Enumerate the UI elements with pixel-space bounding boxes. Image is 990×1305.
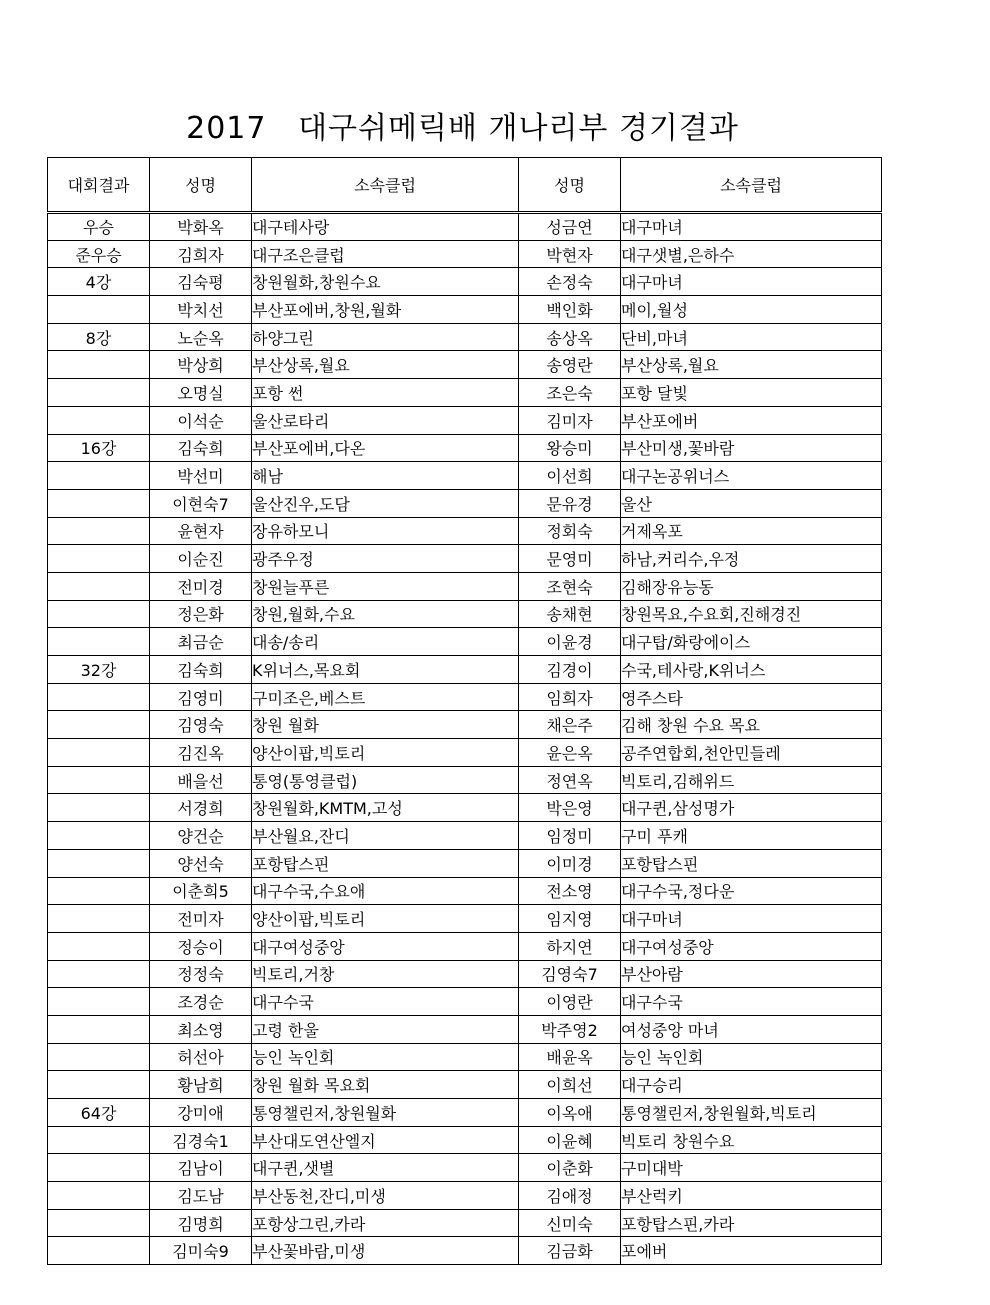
name-cell-1: 박화옥 [150,213,252,241]
club-cell-2: 대구승리 [621,1071,882,1099]
result-cell [48,545,150,573]
name-cell-2: 이윤혜 [519,1126,621,1154]
table-row [48,1015,882,1043]
result-cell [48,462,150,490]
result-cell [48,351,150,379]
name-cell-1: 김숙평 [150,268,252,296]
header-club-1: 소속클럽 [252,158,519,213]
name-cell-2: 이희선 [519,1071,621,1099]
club-cell-1: 포항탑스핀 [252,849,519,877]
club-cell-1: 부산꽃바람,미생 [252,1237,519,1265]
name-cell-2: 조은숙 [519,379,621,407]
name-cell-2: 조현숙 [519,572,621,600]
table-row [48,434,882,462]
name-cell-1: 김희자 [150,240,252,268]
club-cell-1: 장유하모니 [252,517,519,545]
result-cell [48,1071,150,1099]
name-cell-1: 김숙희 [150,656,252,684]
club-cell-2: 대구탑/화랑에이스 [621,628,882,656]
name-cell-2: 문유경 [519,489,621,517]
name-cell-2: 박은영 [519,794,621,822]
club-cell-1: 울산로타리 [252,406,519,434]
club-cell-2: 구미대박 [621,1154,882,1182]
name-cell-2: 이옥애 [519,1099,621,1127]
name-cell-2: 윤은옥 [519,739,621,767]
table-row [48,905,882,933]
club-cell-2: 빅토리,김해위드 [621,766,882,794]
header-name-2: 성명 [519,158,621,213]
result-cell [48,517,150,545]
header-club-2: 소속클럽 [621,158,882,213]
club-cell-1: 울산진우,도담 [252,489,519,517]
name-cell-2: 김경이 [519,656,621,684]
name-cell-2: 성금연 [519,213,621,241]
name-cell-2: 박현자 [519,240,621,268]
result-cell [48,932,150,960]
name-cell-1: 김영숙 [150,711,252,739]
result-cell: 준우승 [48,240,150,268]
club-cell-2: 부산포에버 [621,406,882,434]
table-row [48,323,882,351]
club-cell-1: 창원 월화 목요회 [252,1071,519,1099]
name-cell-2: 정연옥 [519,766,621,794]
table-row [48,572,882,600]
name-cell-2: 임정미 [519,822,621,850]
club-cell-2: 포에버 [621,1237,882,1265]
result-cell [48,379,150,407]
table-row [48,683,882,711]
header-result: 대회결과 [48,158,150,213]
club-cell-1: 대구여성중앙 [252,932,519,960]
club-cell-2: 울산 [621,489,882,517]
result-cell [48,1209,150,1237]
club-cell-1: 대구수국 [252,988,519,1016]
name-cell-2: 왕승미 [519,434,621,462]
table-row [48,794,882,822]
table-row [48,545,882,573]
club-cell-2: 대구논공위너스 [621,462,882,490]
table-row [48,822,882,850]
club-cell-2: 부산상록,월요 [621,351,882,379]
club-cell-1: 능인 녹인회 [252,1043,519,1071]
table-row [48,240,882,268]
result-cell: 4강 [48,268,150,296]
result-cell [48,628,150,656]
table-row [48,296,882,324]
club-cell-1: 빅토리,거창 [252,960,519,988]
club-cell-2: 김해장유능동 [621,572,882,600]
club-cell-1: 창원,월화,수요 [252,600,519,628]
name-cell-2: 전소영 [519,877,621,905]
table-row [48,932,882,960]
table-row [48,1209,882,1237]
name-cell-1: 박치선 [150,296,252,324]
club-cell-2: 거제옥포 [621,517,882,545]
table-row [48,379,882,407]
name-cell-1: 김진옥 [150,739,252,767]
club-cell-2: 단비,마녀 [621,323,882,351]
table-row [48,849,882,877]
club-cell-2: 하남,커리수,우정 [621,545,882,573]
club-cell-1: K위너스,목요회 [252,656,519,684]
name-cell-2: 임희자 [519,683,621,711]
header-name-1: 성명 [150,158,252,213]
table-row [48,1237,882,1265]
name-cell-2: 신미숙 [519,1209,621,1237]
club-cell-1: 부산상록,월요 [252,351,519,379]
name-cell-1: 허선아 [150,1043,252,1071]
table-row [48,489,882,517]
name-cell-1: 배을선 [150,766,252,794]
result-cell [48,960,150,988]
club-cell-1: 부산포에버,다온 [252,434,519,462]
club-cell-1: 대구수국,수요애 [252,877,519,905]
club-cell-2: 대구마녀 [621,213,882,241]
result-cell [48,877,150,905]
club-cell-2: 대구샛별,은하수 [621,240,882,268]
table-row [48,462,882,490]
name-cell-1: 김경숙1 [150,1126,252,1154]
club-cell-2: 대구마녀 [621,905,882,933]
club-cell-2: 대구마녀 [621,268,882,296]
name-cell-1: 김도남 [150,1182,252,1210]
name-cell-2: 이춘화 [519,1154,621,1182]
result-cell [48,489,150,517]
result-cell: 8강 [48,323,150,351]
result-cell [48,711,150,739]
name-cell-1: 이춘희5 [150,877,252,905]
result-cell [48,739,150,767]
club-cell-1: 대구퀸,샛별 [252,1154,519,1182]
result-cell [48,296,150,324]
table-row [48,517,882,545]
table-row [48,351,882,379]
club-cell-2: 구미 푸캐 [621,822,882,850]
table-row [48,960,882,988]
result-cell [48,1043,150,1071]
club-cell-1: 부산동천,잔디,미생 [252,1182,519,1210]
name-cell-1: 서경희 [150,794,252,822]
club-cell-2: 빅토리 창원수요 [621,1126,882,1154]
results-table [47,157,882,1265]
club-cell-1: 하양그린 [252,323,519,351]
name-cell-1: 양건순 [150,822,252,850]
club-cell-2: 대구여성중앙 [621,932,882,960]
club-cell-2: 대구퀸,삼성명가 [621,794,882,822]
table-row [48,1071,882,1099]
club-cell-2: 김해 창원 수요 목요 [621,711,882,739]
name-cell-1: 김숙희 [150,434,252,462]
name-cell-2: 김미자 [519,406,621,434]
club-cell-1: 창원늘푸른 [252,572,519,600]
club-cell-2: 대구수국 [621,988,882,1016]
club-cell-2: 부산럭키 [621,1182,882,1210]
name-cell-2: 백인화 [519,296,621,324]
result-cell: 64강 [48,1099,150,1127]
name-cell-2: 이선희 [519,462,621,490]
table-row [48,268,882,296]
table-row [48,1154,882,1182]
name-cell-2: 배윤옥 [519,1043,621,1071]
name-cell-1: 최금순 [150,628,252,656]
club-cell-1: 광주우정 [252,545,519,573]
name-cell-1: 전미자 [150,905,252,933]
club-cell-1: 고령 한울 [252,1015,519,1043]
club-cell-1: 대구테사랑 [252,213,519,241]
club-cell-1: 대송/송리 [252,628,519,656]
name-cell-2: 이미경 [519,849,621,877]
name-cell-1: 오명실 [150,379,252,407]
name-cell-1: 이순진 [150,545,252,573]
name-cell-2: 송채현 [519,600,621,628]
table-row [48,739,882,767]
name-cell-1: 정승이 [150,932,252,960]
name-cell-1: 박상희 [150,351,252,379]
name-cell-1: 이현숙7 [150,489,252,517]
name-cell-1: 전미경 [150,572,252,600]
name-cell-1: 노순옥 [150,323,252,351]
club-cell-2: 메이,월성 [621,296,882,324]
club-cell-1: 창원 월화 [252,711,519,739]
name-cell-2: 손정숙 [519,268,621,296]
club-cell-1: 통영챌린저,창원월화 [252,1099,519,1127]
table-row [48,988,882,1016]
club-cell-2: 포항 달빛 [621,379,882,407]
club-cell-2: 대구수국,정다운 [621,877,882,905]
result-cell: 우승 [48,213,150,241]
club-cell-2: 통영챌린저,창원월화,빅토리 [621,1099,882,1127]
club-cell-1: 부산월요,잔디 [252,822,519,850]
name-cell-1: 조경순 [150,988,252,1016]
table-row [48,406,882,434]
result-cell [48,988,150,1016]
club-cell-2: 여성중앙 마녀 [621,1015,882,1043]
club-cell-1: 부산대도연산엘지 [252,1126,519,1154]
result-cell [48,794,150,822]
result-cell [48,822,150,850]
name-cell-2: 정회숙 [519,517,621,545]
header-row [48,158,882,213]
name-cell-1: 김명희 [150,1209,252,1237]
name-cell-2: 김영숙7 [519,960,621,988]
result-cell [48,766,150,794]
name-cell-1: 윤현자 [150,517,252,545]
result-cell [48,1015,150,1043]
table-row [48,877,882,905]
name-cell-2: 송영란 [519,351,621,379]
club-cell-1: 창원월화,KMTM,고성 [252,794,519,822]
table-row [48,1126,882,1154]
results-body [48,213,882,1265]
table-row [48,656,882,684]
table-row [48,213,882,241]
name-cell-1: 최소영 [150,1015,252,1043]
club-cell-2: 부산미생,꽃바람 [621,434,882,462]
name-cell-2: 송상옥 [519,323,621,351]
club-cell-1: 구미조은,베스트 [252,683,519,711]
club-cell-2: 포항탑스핀 [621,849,882,877]
result-cell: 32강 [48,656,150,684]
name-cell-2: 김애정 [519,1182,621,1210]
table-row [48,600,882,628]
name-cell-1: 김남이 [150,1154,252,1182]
club-cell-2: 수국,테사랑,K위너스 [621,656,882,684]
name-cell-2: 채은주 [519,711,621,739]
name-cell-1: 황남희 [150,1071,252,1099]
name-cell-1: 정은화 [150,600,252,628]
result-cell [48,1126,150,1154]
name-cell-1: 양선숙 [150,849,252,877]
name-cell-2: 박주영2 [519,1015,621,1043]
club-cell-2: 공주연합회,천안민들레 [621,739,882,767]
club-cell-2: 능인 녹인회 [621,1043,882,1071]
result-cell [48,572,150,600]
result-cell [48,406,150,434]
club-cell-2: 창원목요,수요회,진해경진 [621,600,882,628]
club-cell-1: 통영(통영클럽) [252,766,519,794]
name-cell-1: 박선미 [150,462,252,490]
result-cell [48,1237,150,1265]
result-cell [48,683,150,711]
name-cell-2: 이윤경 [519,628,621,656]
table-row [48,628,882,656]
club-cell-1: 양산이팝,빅토리 [252,905,519,933]
club-cell-1: 부산포에버,창원,월화 [252,296,519,324]
name-cell-2: 문영미 [519,545,621,573]
table-row [48,766,882,794]
table-row [48,1043,882,1071]
name-cell-2: 하지연 [519,932,621,960]
result-cell: 16강 [48,434,150,462]
club-cell-2: 영주스타 [621,683,882,711]
name-cell-2: 임지영 [519,905,621,933]
result-cell [48,1154,150,1182]
club-cell-1: 양산이팝,빅토리 [252,739,519,767]
club-cell-2: 포항탑스핀,카라 [621,1209,882,1237]
name-cell-2: 이영란 [519,988,621,1016]
club-cell-2: 부산아람 [621,960,882,988]
page-title: 2017 대구쉬메릭배 개나리부 경기결과 [186,111,739,146]
club-cell-1: 포항 썬 [252,379,519,407]
result-cell [48,905,150,933]
club-cell-1: 포항상그린,카라 [252,1209,519,1237]
name-cell-2: 김금화 [519,1237,621,1265]
table-row [48,711,882,739]
name-cell-1: 김영미 [150,683,252,711]
club-cell-1: 해남 [252,462,519,490]
table-row [48,1182,882,1210]
table-row [48,1099,882,1127]
club-cell-1: 대구조은클럽 [252,240,519,268]
club-cell-1: 창원월화,창원수요 [252,268,519,296]
result-cell [48,1182,150,1210]
name-cell-1: 이석순 [150,406,252,434]
result-cell [48,849,150,877]
name-cell-1: 강미애 [150,1099,252,1127]
name-cell-1: 김미숙9 [150,1237,252,1265]
result-cell [48,600,150,628]
name-cell-1: 정정숙 [150,960,252,988]
